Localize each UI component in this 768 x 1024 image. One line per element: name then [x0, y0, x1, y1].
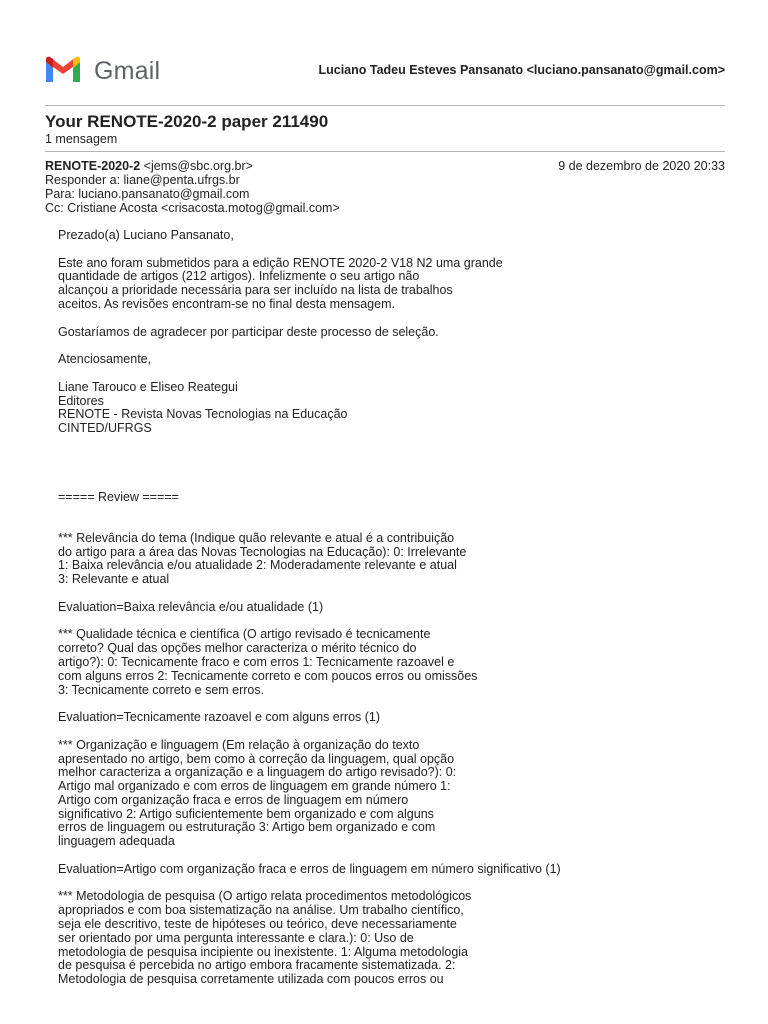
- signature: Liane Tarouco e Eliseo Reategui Editores RENOTE - Revista Novas Tecnologias na Educação CINTED/UFRGS: [58, 379, 348, 436]
- thread-subject: Your RENOTE-2020-2 paper 211490: [45, 112, 329, 131]
- sender-name: RENOTE-2020-2: [45, 159, 141, 173]
- body-paragraph: Prezado(a) Luciano Pansanato,: [58, 228, 234, 242]
- review-criterion: *** Metodologia de pesquisa (O artigo relata procedimentos metodológicos apropriados e com boa sistematização na análise. Um trabalho científico, seja ele descritivo, teste de hipóteses ou teórico, deve necessariamente ser orientado por uma pergunta interessante e clara.): 0: Uso de metodologia de pesquisa incipiente ou inexistente. 1: Alguma metodologia de pesquisa é percebida no artigo embora fracamente sistematizada. 2: Metodologia de pesquisa corretamente utilizada com poucos erros ou: [58, 889, 472, 987]
- cc-line: Cc: Cristiane Acosta <crisacosta.motog@gmail.com>: [45, 201, 340, 215]
- gmail-logo[interactable]: [44, 56, 169, 86]
- divider: [45, 151, 725, 152]
- sender-email[interactable]: <jems@sbc.org.br>: [140, 159, 253, 173]
- message-date: 9 de dezembro de 2020 20:33: [558, 159, 725, 173]
- review-separator: ===== Review =====: [58, 489, 179, 504]
- body-paragraph: Gostaríamos de agradecer por participar deste processo de seleção.: [58, 324, 439, 339]
- to-line: Para: luciano.pansanato@gmail.com: [45, 187, 250, 201]
- divider: [45, 105, 725, 106]
- gmail-wordmark: Gmail: [94, 57, 161, 85]
- account-identity: Luciano Tadeu Esteves Pansanato <luciano.pansanato@gmail.com>: [318, 63, 725, 77]
- message-header: [45, 159, 725, 215]
- review-criterion: *** Organização e linguagem (Em relação à organização do texto apresentado no artigo, bem como à correção da linguagem, qual opção melhor caracteriza a organização e a linguagem do artigo revisado?): 0: Artigo mal organizado e com erros de linguagem em grande número 1: Artigo com organização fraca e erros de linguagem em número significativo 2: Artigo suficientemente bem organizado e com alguns erros de linguagem ou estruturação 3: Artigo bem organizado e com linguagem adequada: [58, 737, 457, 849]
- message-body: [58, 229, 578, 1001]
- print-header: [44, 54, 725, 88]
- review-evaluation: Evaluation=Tecnicamente razoavel e com alguns erros (1): [58, 710, 381, 725]
- body-paragraph: Este ano foram submetidos para a edição RENOTE 2020-2 V18 N2 uma grande quantidade de artigos (212 artigos). Infelizmente o seu artigo não alcançou a prioridade necessária para ser incluído na lista de trabalhos aceitos. As revisões encontram-se no final desta mensagem.: [58, 255, 503, 311]
- review-criterion: *** Relevância do tema (Indique quão relevante e atual é a contribuição do artigo para a área das Novas Tecnologias na Educação): 0: Irrelevante 1: Baixa relevância e/ou atualidade 2: Moderadamente relevante e atual 3: Relevante e atual: [58, 530, 467, 587]
- message-count: 1 mensagem: [45, 132, 118, 146]
- review-evaluation: Evaluation=Artigo com organização fraca e erros de linguagem em número significativo (1): [58, 861, 561, 876]
- review-criterion: *** Qualidade técnica e científica (O artigo revisado é tecnicamente correto? Qual das opções melhor caracteriza o mérito técnico do artigo?): 0: Tecnicamente fraco e com erros 1: Tecnicamente razoavel e com alguns erros 2: Tecnicamente correto e com poucos erros ou omissões 3: Tecnicamente correto e sem erros.: [58, 627, 478, 697]
- reply-to: Responder a: liane@penta.ufrgs.br: [45, 173, 240, 187]
- gmail-logo-icon: [44, 56, 82, 84]
- review-evaluation: Evaluation=Baixa relevância e/ou atualidade (1): [58, 599, 324, 614]
- body-paragraph: Atenciosamente,: [58, 352, 152, 367]
